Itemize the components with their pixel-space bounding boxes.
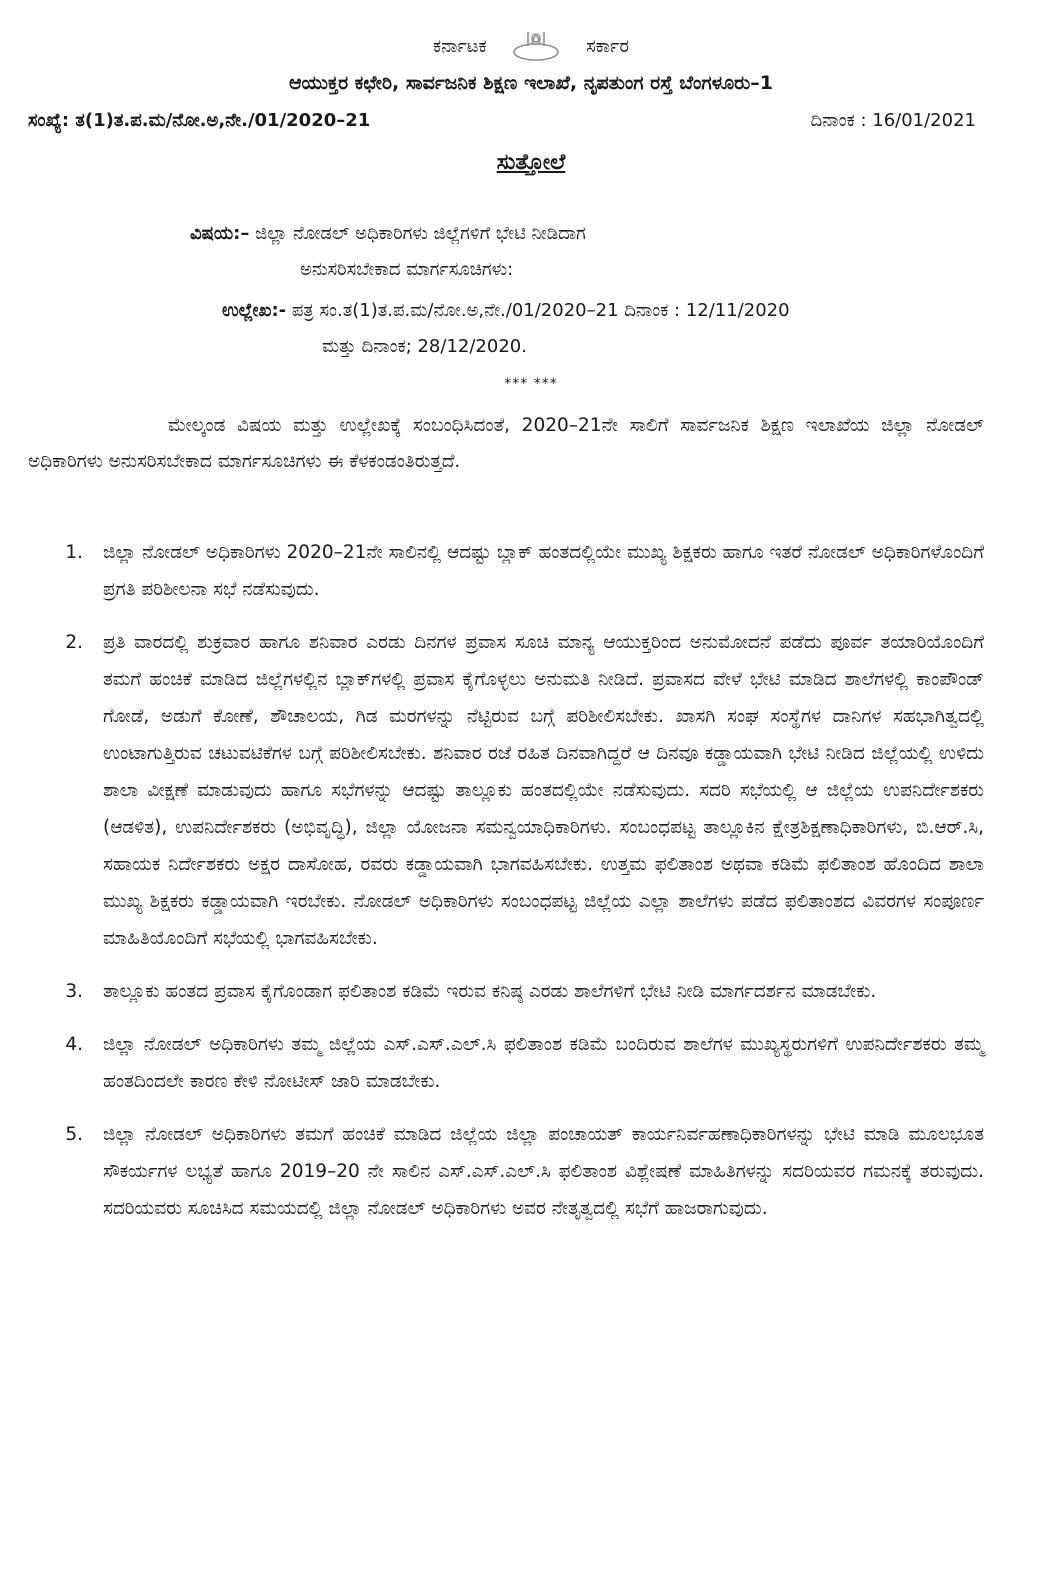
state-emblem-icon [506, 26, 566, 66]
guidelines-list [28, 534, 984, 1243]
header-sarkara: ಸರ್ಕಾರ [586, 35, 629, 57]
reference-line-1: ಪತ್ರ ಸಂ.ತ(1)ತ.ಪ.ಮ/ನೋ.ಅ,ನೇ./01/2020–21 ದಿನಾಂಕ : 12/11/2020 [291, 300, 790, 321]
item-text: ಜಿಲ್ಲಾ ನೋಡಲ್ ಅಧಿಕಾರಿಗಳು ತಮ್ಮ ಜಿಲ್ಲೆಯ ಎಸ್.ಎಸ್.ಎಲ್.ಸಿ ಫಲಿತಾಂಶ ಕಡಿಮೆ ಬಂದಿರುವ ಶಾಲೆಗಳ ಮುಖ್ಯಸ್ಥರುಗಳಿಗೆ ಉಪನಿರ್ದೇಶಕರು ತಮ್ಮ ಹಂತದಿಂದಲೇ ಕಾರಣ ಕೇಳಿ ನೋಟೀಸ್ ಜಾರಿ ಮಾಡಬೇಕು. [103, 1034, 984, 1092]
subject-label: ವಿಷಯ:– [190, 223, 250, 244]
list-item [28, 1026, 984, 1100]
separator: *** *** [504, 376, 558, 392]
list-item [28, 973, 984, 1010]
item-text: ಜಿಲ್ಲಾ ನೋಡಲ್ ಅಧಿಕಾರಿಗಳು ತಮಗೆ ಹಂಚಿಕೆ ಮಾಡಿದ ಜಿಲ್ಲೆಯ ಜಿಲ್ಲಾ ಪಂಚಾಯತ್ ಕಾರ್ಯನಿರ್ವಹಣಾಧಿಕಾರಿಗಳನ್ನು ಭೇಟಿ ಮಾಡಿ ಮೂಲಭೂತ ಸೌಕರ್ಯಗಳ ಲಭ್ಯತೆ ಹಾಗೂ 2019–20 ನೇ ಸಾಲಿನ ಎಸ್.ಎಸ್.ಎಲ್.ಸಿ ಫಲಿತಾಂಶ ವಿಶ್ಲೇಷಣೆ ಮಾಹಿತಿಗಳನ್ನು ಸದರಿಯವರ ಗಮನಕ್ಕೆ ತರುವುದು. ಸದರಿಯವರು ಸೂಚಿಸಿದ ಸಮಯದಲ್ಲಿ ಜಿಲ್ಲಾ ನೋಡಲ್ ಅಧಿಕಾರಿಗಳು ಅವರ ನೇತೃತ್ವದಲ್ಲಿ ಸಭೆಗೆ ಹಾಜರಾಗುವುದು. [103, 1124, 984, 1219]
office-address: ಆಯುಕ್ತರ ಕಛೇರಿ, ಸಾರ್ವಜನಿಕ ಶಿಕ್ಷಣ ಇಲಾಖೆ, ನೃಪತುಂಗ ರಸ್ತೆ ಬೆಂಗಳೂರು–1 [289, 72, 773, 94]
reference-line-2: ಮತ್ತು ದಿನಾಂಕ; 28/12/2020. [322, 336, 527, 357]
item-text: ಜಿಲ್ಲಾ ನೋಡಲ್ ಅಧಿಕಾರಿಗಳು 2020–21ನೇ ಸಾಲಿನಲ್ಲಿ ಆದಷ್ಟು ಬ್ಲಾಕ್ ಹಂತದಲ್ಲಿಯೇ ಮುಖ್ಯ ಶಿಕ್ಷಕರು ಹಾಗೂ ಇತರೆ ನೋಡಲ್ ಅಧಿಕಾರಿಗಳೊಂದಿಗೆ ಪ್ರಗತಿ ಪರಿಶೀಲನಾ ಸಭೆ ನಡೆಸುವುದು. [103, 542, 984, 600]
item-text: ಪ್ರತಿ ವಾರದಲ್ಲಿ ಶುಕ್ರವಾರ ಹಾಗೂ ಶನಿವಾರ ಎರಡು ದಿನಗಳ ಪ್ರವಾಸ ಸೂಚಿ ಮಾನ್ಯ ಆಯುಕ್ತರಿಂದ ಅನುಮೋದನೆ ಪಡೆದು ಪೂರ್ವ ತಯಾರಿಯೊಂದಿಗೆ ತಮಗೆ ಹಂಚಿಕೆ ಮಾಡಿದ ಜಿಲ್ಲೆಗಳಲ್ಲಿನ ಬ್ಲಾಕ್‌ಗಳಲ್ಲಿ ಪ್ರವಾಸ ಕೈಗೊಳ್ಳಲು ಅನುಮತಿ ನೀಡಿದೆ. ಪ್ರವಾಸದ ವೇಳೆ ಭೇಟಿ ಮಾಡಿದ ಶಾಲೆಗಳಲ್ಲಿ ಕಾಂಪೌಂಡ್ ಗೋಡೆ, ಅಡುಗೆ ಕೋಣೆ, ಶೌಚಾಲಯ, ಗಿಡ ಮರಗಳನ್ನು ನೆಟ್ಟಿರುವ ಬಗ್ಗೆ ಪರಿಶೀಲಿಸಬೇಕು. ಖಾಸಗಿ ಸಂಘ ಸಂಸ್ಥೆಗಳ ದಾನಿಗಳ ಸಹಭಾಗಿತ್ವದಲ್ಲಿ ಉಂಟಾಗುತ್ತಿರುವ ಚಟುವಟಿಕೆಗಳ ಬಗ್ಗೆ ಪರಿಶೀಲಿಸಬೇಕು. ಶನಿವಾರ ರಜೆ ರಹಿತ ದಿನವಾಗಿದ್ದರೆ ಆ ದಿನವೂ ಕಡ್ಡಾಯವಾಗಿ ಭೇಟಿ ನೀಡಿದ ಜಿಲ್ಲೆಯಲ್ಲಿ ಉಳಿದು ಶಾಲಾ ವೀಕ್ಷಣೆ ಮಾಡುವುದು ಹಾಗೂ ಸಭೆಗಳನ್ನು ಆದಷ್ಟು ತಾಲ್ಲೂಕು ಹಂತದಲ್ಲಿಯೇ ನಡೆಸುವುದು. ಸದರಿ ಸಭೆಯಲ್ಲಿ ಆ ಜಿಲ್ಲೆಯ ಉಪನಿರ್ದೇಶಕರು (ಆಡಳಿತ), ಉಪನಿರ್ದೇಶಕರು (ಅಭಿವೃದ್ಧಿ), ಜಿಲ್ಲಾ ಯೋಜನಾ ಸಮನ್ವಯಾಧಿಕಾರಿಗಳು. ಸಂಬಂಧಪಟ್ಟ ತಾಲ್ಲೂಕಿನ ಕ್ಷೇತ್ರಶಿಕ್ಷಣಾಧಿಕಾರಿಗಳು, ಬಿ.ಆರ್.ಸಿ, ಸಹಾಯಕ ನಿರ್ದೇಶಕರು ಅಕ್ಷರ ದಾಸೋಹ, ರವರು ಕಡ್ಡಾಯವಾಗಿ ಭಾಗವಹಿಸಬೇಕು. ಉತ್ತಮ ಫಲಿತಾಂಶ ಅಥವಾ ಕಡಿಮೆ ಫಲಿತಾಂಶ ಹೊಂದಿದ ಶಾಲಾ ಮುಖ್ಯ ಶಿಕ್ಷಕರು ಕಡ್ಡಾಯವಾಗಿ ಇರಬೇಕು. ನೋಡಲ್ ಅಧಿಕಾರಿಗಳು ಸಂಬಂಧಪಟ್ಟ ಜಿಲ್ಲೆಯ ಎಲ್ಲಾ ಶಾಲೆಗಳು ಪಡೆದ ಫಲಿತಾಂಶದ ವಿವರಗಳ ಸಂಪೂರ್ಣ ಮಾಹಿತಿಯೊಂದಿಗೆ ಸಭೆಯಲ್ಲಿ ಭಾಗವಹಿಸಬೇಕು. [103, 632, 984, 949]
item-number: 2. [65, 632, 83, 653]
subject-block [190, 216, 586, 288]
reference-label: ಉಲ್ಲೇಖ:- [222, 300, 287, 321]
government-header [0, 26, 1062, 66]
intro-paragraph: ಮೇಲ್ಕಂಡ ವಿಷಯ ಮತ್ತು ಉಲ್ಲೇಖಕ್ಕೆ ಸಂಬಂಧಿಸಿದಂತೆ, 2020–21ನೇ ಸಾಲಿಗೆ ಸಾರ್ವಜನಿಕ ಶಿಕ್ಷಣ ಇಲಾಖೆಯ ಜಿಲ್ಲಾ ನೋಡಲ್ ಅಧಿಕಾರಿಗಳು ಅನುಸರಿಸಬೇಕಾದ ಮಾರ್ಗಸೂಚಿಗಳು ಈ ಕೆಳಕಂಡಂತಿರುತ್ತದೆ. [28, 415, 984, 472]
page-title: ಸುತ್ತೋಲೆ [496, 150, 566, 175]
subject-line-1: ಜಿಲ್ಲಾ ನೋಡಲ್ ಅಧಿಕಾರಿಗಳು ಜಿಲ್ಲೆಗಳಿಗೆ ಭೇಟಿ ನೀಡಿದಾಗ [255, 223, 586, 244]
header-karnataka: ಕರ್ನಾಟಕ [433, 35, 487, 57]
item-text: ತಾಲ್ಲೂಕು ಹಂತದ ಪ್ರವಾಸ ಕೈಗೊಂಡಾಗ ಫಲಿತಾಂಶ ಕಡಿಮೆ ಇರುವ ಕನಿಷ್ಠ ಎರಡು ಶಾಲೆಗಳಿಗೆ ಭೇಟಿ ನೀಡಿ ಮಾರ್ಗದರ್ಶನ ಮಾಡಬೇಕು. [103, 981, 877, 1002]
reference-number: ಸಂಖ್ಯೆ: ತ(1)ತ.ಪ.ಮ/ನೋ.ಅ,ನೇ./01/2020–21 [28, 110, 371, 131]
item-number: 1. [65, 542, 83, 563]
reference-block [222, 293, 790, 365]
document-date: ದಿನಾಂಕ : 16/01/2021 [810, 110, 976, 131]
subject-line-2: ಅನುಸರಿಸಬೇಕಾದ ಮಾರ್ಗಸೂಚಿಗಳು: [300, 259, 514, 280]
item-number: 4. [65, 1034, 83, 1055]
list-item [28, 534, 984, 608]
list-item [28, 624, 984, 957]
list-item [28, 1116, 984, 1227]
item-number: 3. [65, 981, 83, 1002]
item-number: 5. [65, 1124, 83, 1145]
